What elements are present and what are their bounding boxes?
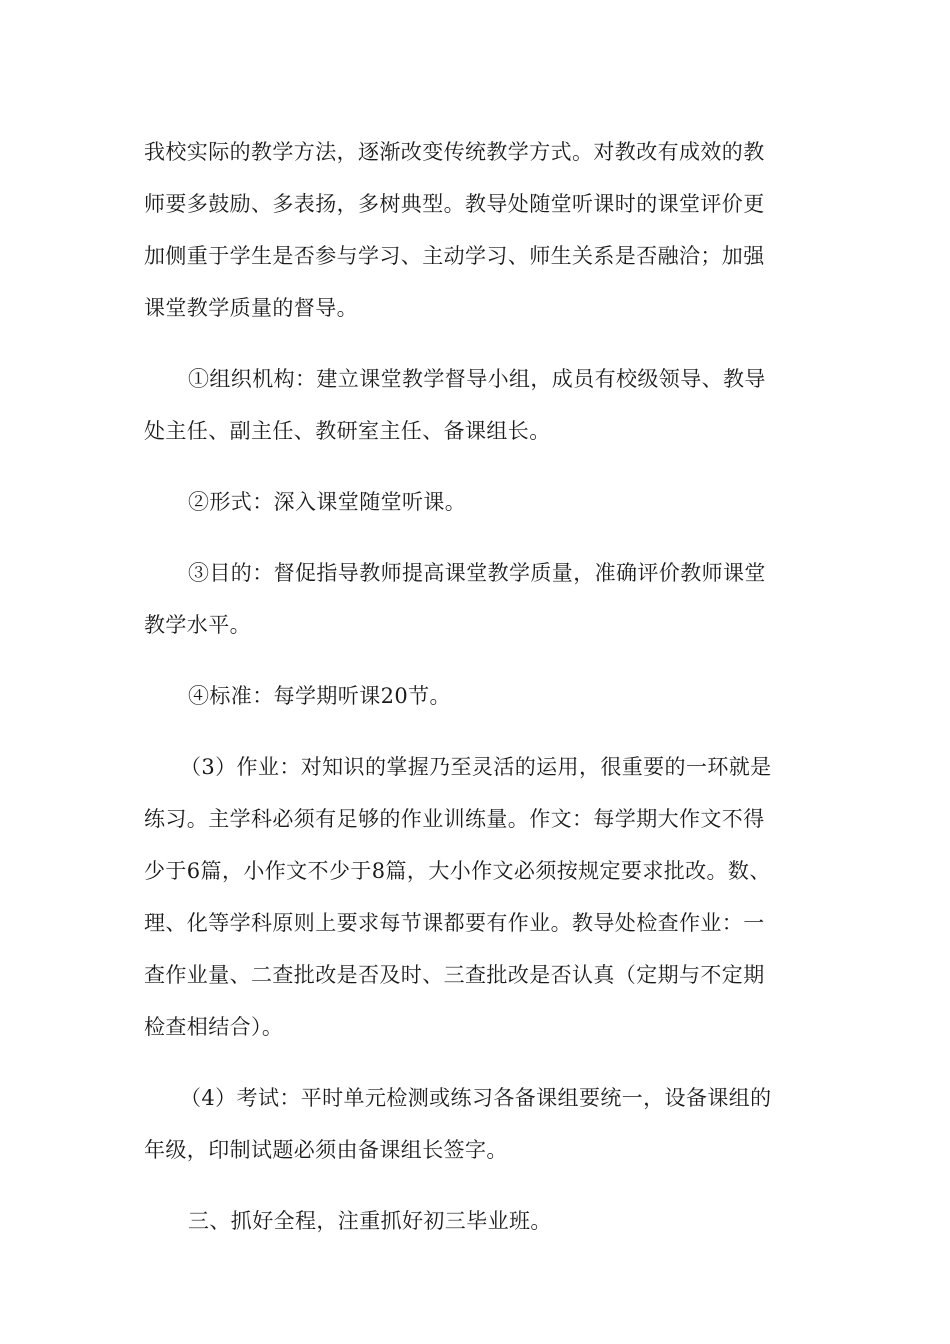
section-heading-3 <box>144 1195 809 1247</box>
document-body <box>144 126 809 1266</box>
text-line: （3）作业：对知识的掌握乃至灵活的运用，很重要的一环就是 <box>180 755 772 779</box>
text-line: 我校实际的教学方法，逐渐改变传统教学方式。对教改有成效的教 <box>144 140 765 164</box>
text-line: 课堂教学质量的督导。 <box>144 296 358 320</box>
text-line: （4）考试：平时单元检测或练习各备课组要统一，设备课组的 <box>180 1086 772 1110</box>
text-line: 少于6篇，小作文不少于8篇，大小作文必须按规定要求批改。数、 <box>144 859 771 883</box>
paragraph-intro <box>144 126 809 334</box>
text-line: 查作业量、二查批改是否及时、三查批改是否认真（定期与不定期 <box>144 963 765 987</box>
text-line: 练习。主学科必须有足够的作业训练量。作文：每学期大作文不得 <box>144 807 765 831</box>
text-line: ④标准：每学期听课20节。 <box>188 684 451 708</box>
paragraph-organization <box>144 353 809 457</box>
text-line: 三、抓好全程，注重抓好初三毕业班。 <box>188 1209 552 1233</box>
text-line: 年级，印制试题必须由备课组长签字。 <box>144 1138 508 1162</box>
text-line: ③目的：督促指导教师提高课堂教学质量，准确评价教师课堂 <box>188 561 766 585</box>
text-line: 检查相结合）。 <box>144 1015 284 1039</box>
text-line: 理、化等学科原则上要求每节课都要有作业。教导处检查作业：一 <box>144 911 765 935</box>
text-line: 教学水平。 <box>144 613 251 637</box>
paragraph-exam <box>144 1072 809 1176</box>
paragraph-standard <box>144 670 809 722</box>
text-line: 加侧重于学生是否参与学习、主动学习、师生关系是否融洽；加强 <box>144 244 765 268</box>
text-line: 处主任、副主任、教研室主任、备课组长。 <box>144 419 551 443</box>
text-line: ②形式：深入课堂随堂听课。 <box>188 490 467 514</box>
paragraph-form <box>144 476 809 528</box>
paragraph-homework <box>144 741 809 1053</box>
text-line: 师要多鼓励、多表扬，多树典型。教导处随堂听课时的课堂评价更 <box>144 192 765 216</box>
paragraph-purpose <box>144 547 809 651</box>
text-line: ①组织机构：建立课堂教学督导小组，成员有校级领导、教导 <box>188 367 766 391</box>
